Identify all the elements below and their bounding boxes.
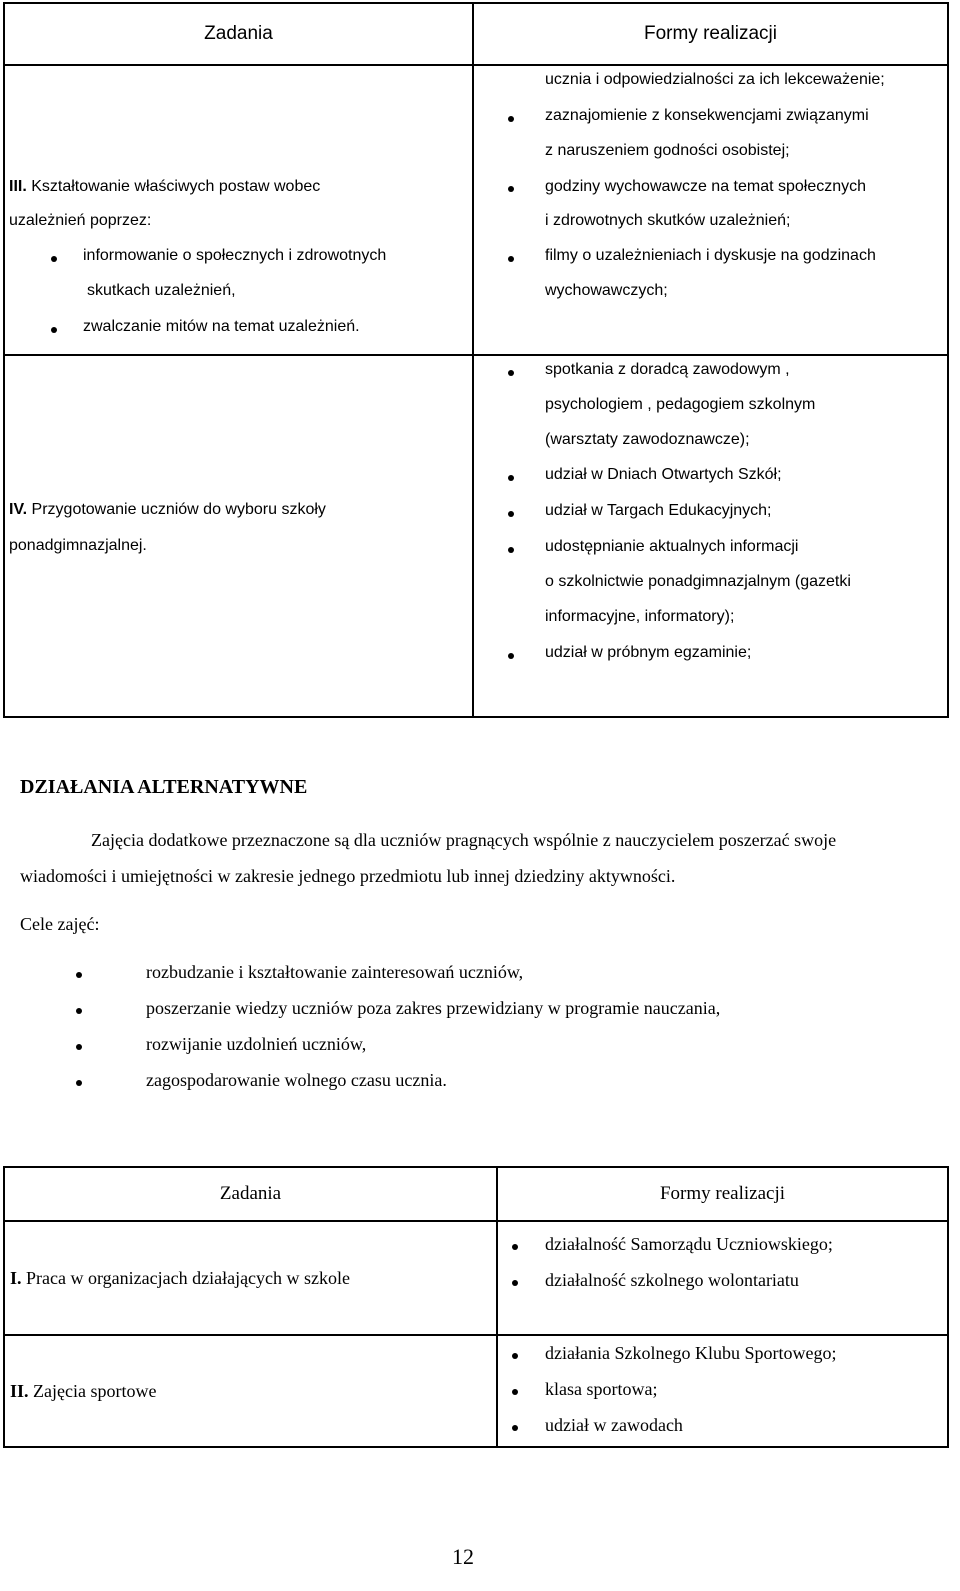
bullet — [508, 186, 514, 192]
forms-item-cont: z naruszeniem godności osobistej; — [545, 142, 790, 159]
bullet — [51, 327, 57, 333]
bullet — [508, 256, 514, 262]
forms-item-cont: wychowawczych; — [545, 282, 668, 299]
table2-row2-forms — [497, 1335, 948, 1447]
forms-item: działalność Samorządu Uczniowskiego; — [545, 1234, 833, 1254]
task-iii-item: informowanie o społecznych i zdrowotnych — [83, 247, 387, 264]
task-iv-title: IV. Przygotowanie uczniów do wyboru szkoły — [9, 501, 326, 518]
forms-item: godziny wychowawcze na temat społecznych — [545, 178, 867, 195]
goal-item: poszerzanie wiedzy uczniów poza zakres przewidziany w programie nauczania, — [146, 998, 721, 1018]
forms-item: zaznajomienie z konsekwencjami związanymi — [545, 107, 869, 124]
table2-row1-forms — [497, 1221, 948, 1335]
forms-item-cont: o szkolnictwie ponadgimnazjalnym (gazetki — [545, 573, 851, 590]
bullet — [508, 547, 514, 553]
task-iv-title-cont: ponadgimnazjalnej. — [9, 537, 147, 554]
bullet — [512, 1280, 518, 1286]
forms-item: klasa sportowa; — [545, 1379, 658, 1399]
forms-item-cont: psychologiem , pedagogiem szkolnym — [545, 396, 816, 413]
bullet — [508, 653, 514, 659]
table2-header-tasks: Zadania — [4, 1167, 497, 1221]
table1-header-tasks: Zadania — [4, 3, 473, 65]
forms-item: działania Szkolnego Klubu Sportowego; — [545, 1343, 837, 1363]
bullet — [508, 511, 514, 517]
goal-item: rozbudzanie i kształtowanie zainteresowań uczniów, — [146, 962, 524, 982]
table2-row1-task — [4, 1221, 497, 1335]
forms-item: udział w próbnym egzaminie; — [545, 644, 752, 661]
forms-item: filmy o uzależnieniach i dyskusje na godzinach — [545, 247, 876, 264]
bullet — [512, 1244, 518, 1250]
forms-item: udział w Dniach Otwartych Szkół; — [545, 466, 782, 483]
forms-item: udział w zawodach — [545, 1415, 683, 1435]
table1-row2-task — [4, 355, 473, 717]
table2-header-forms: Formy realizacji — [497, 1167, 948, 1221]
bullet — [76, 1008, 82, 1014]
forms-item-cont: informacyjne, informatory); — [545, 608, 735, 625]
task-iii-title-cont: uzależnień poprzez: — [9, 212, 152, 229]
bullet — [76, 972, 82, 978]
bullet — [508, 370, 514, 376]
forms-item: działalność szkolnego wolontariatu — [545, 1270, 799, 1290]
table2-row2-task — [4, 1335, 497, 1447]
section-paragraph-line2: wiadomości i umiejętności w zakresie jednego przedmiotu lub innej dziedziny aktywności. — [20, 866, 676, 886]
bullet — [512, 1425, 518, 1431]
table1-row1-forms — [473, 65, 948, 355]
table1-header-forms: Formy realizacji — [473, 3, 948, 65]
task-iii-title: III. Kształtowanie właściwych postaw wobec — [9, 178, 321, 195]
forms-item-cont: (warsztaty zawodoznawcze); — [545, 431, 750, 448]
forms-item-cont: i zdrowotnych skutków uzależnień; — [545, 212, 791, 229]
bullet — [51, 256, 57, 262]
page-number: 12 — [452, 1544, 474, 1569]
section-paragraph-line1: Zajęcia dodatkowe przeznaczone są dla uczniów pragnących wspólnie z nauczycielem poszerzać swoje — [91, 830, 837, 850]
bullet — [512, 1353, 518, 1359]
goals-heading: Cele zajęć: — [20, 914, 100, 934]
goal-item: zagospodarowanie wolnego czasu ucznia. — [146, 1070, 447, 1090]
tasks-table-1 — [3, 2, 949, 718]
bullet — [512, 1389, 518, 1395]
task-ii-title: II. Zajęcia sportowe — [10, 1380, 157, 1401]
task-iii-item-cont: skutkach uzależnień, — [87, 282, 236, 299]
forms-item: udział w Targach Edukacyjnych; — [545, 502, 772, 519]
bullet — [508, 475, 514, 481]
forms-item: udostępnianie aktualnych informacji — [545, 538, 799, 555]
forms-item: spotkania z doradcą zawodowym , — [545, 361, 790, 378]
task-iii-item: zwalczanie mitów na temat uzależnień. — [83, 318, 360, 335]
goal-item: rozwijanie uzdolnień uczniów, — [146, 1034, 367, 1054]
table1-row2-forms — [473, 355, 948, 717]
task-i-title: I. Praca w organizacjach działających w szkole — [10, 1267, 351, 1288]
tasks-table-2 — [3, 1166, 949, 1448]
forms-item-cont: ucznia i odpowiedzialności za ich lekceważenie; — [545, 71, 885, 88]
table1-row1-task — [4, 65, 473, 355]
bullet — [76, 1080, 82, 1086]
section-heading: DZIAŁANIA ALTERNATYWNE — [20, 776, 308, 798]
bullet — [76, 1044, 82, 1050]
bullet — [508, 116, 514, 122]
